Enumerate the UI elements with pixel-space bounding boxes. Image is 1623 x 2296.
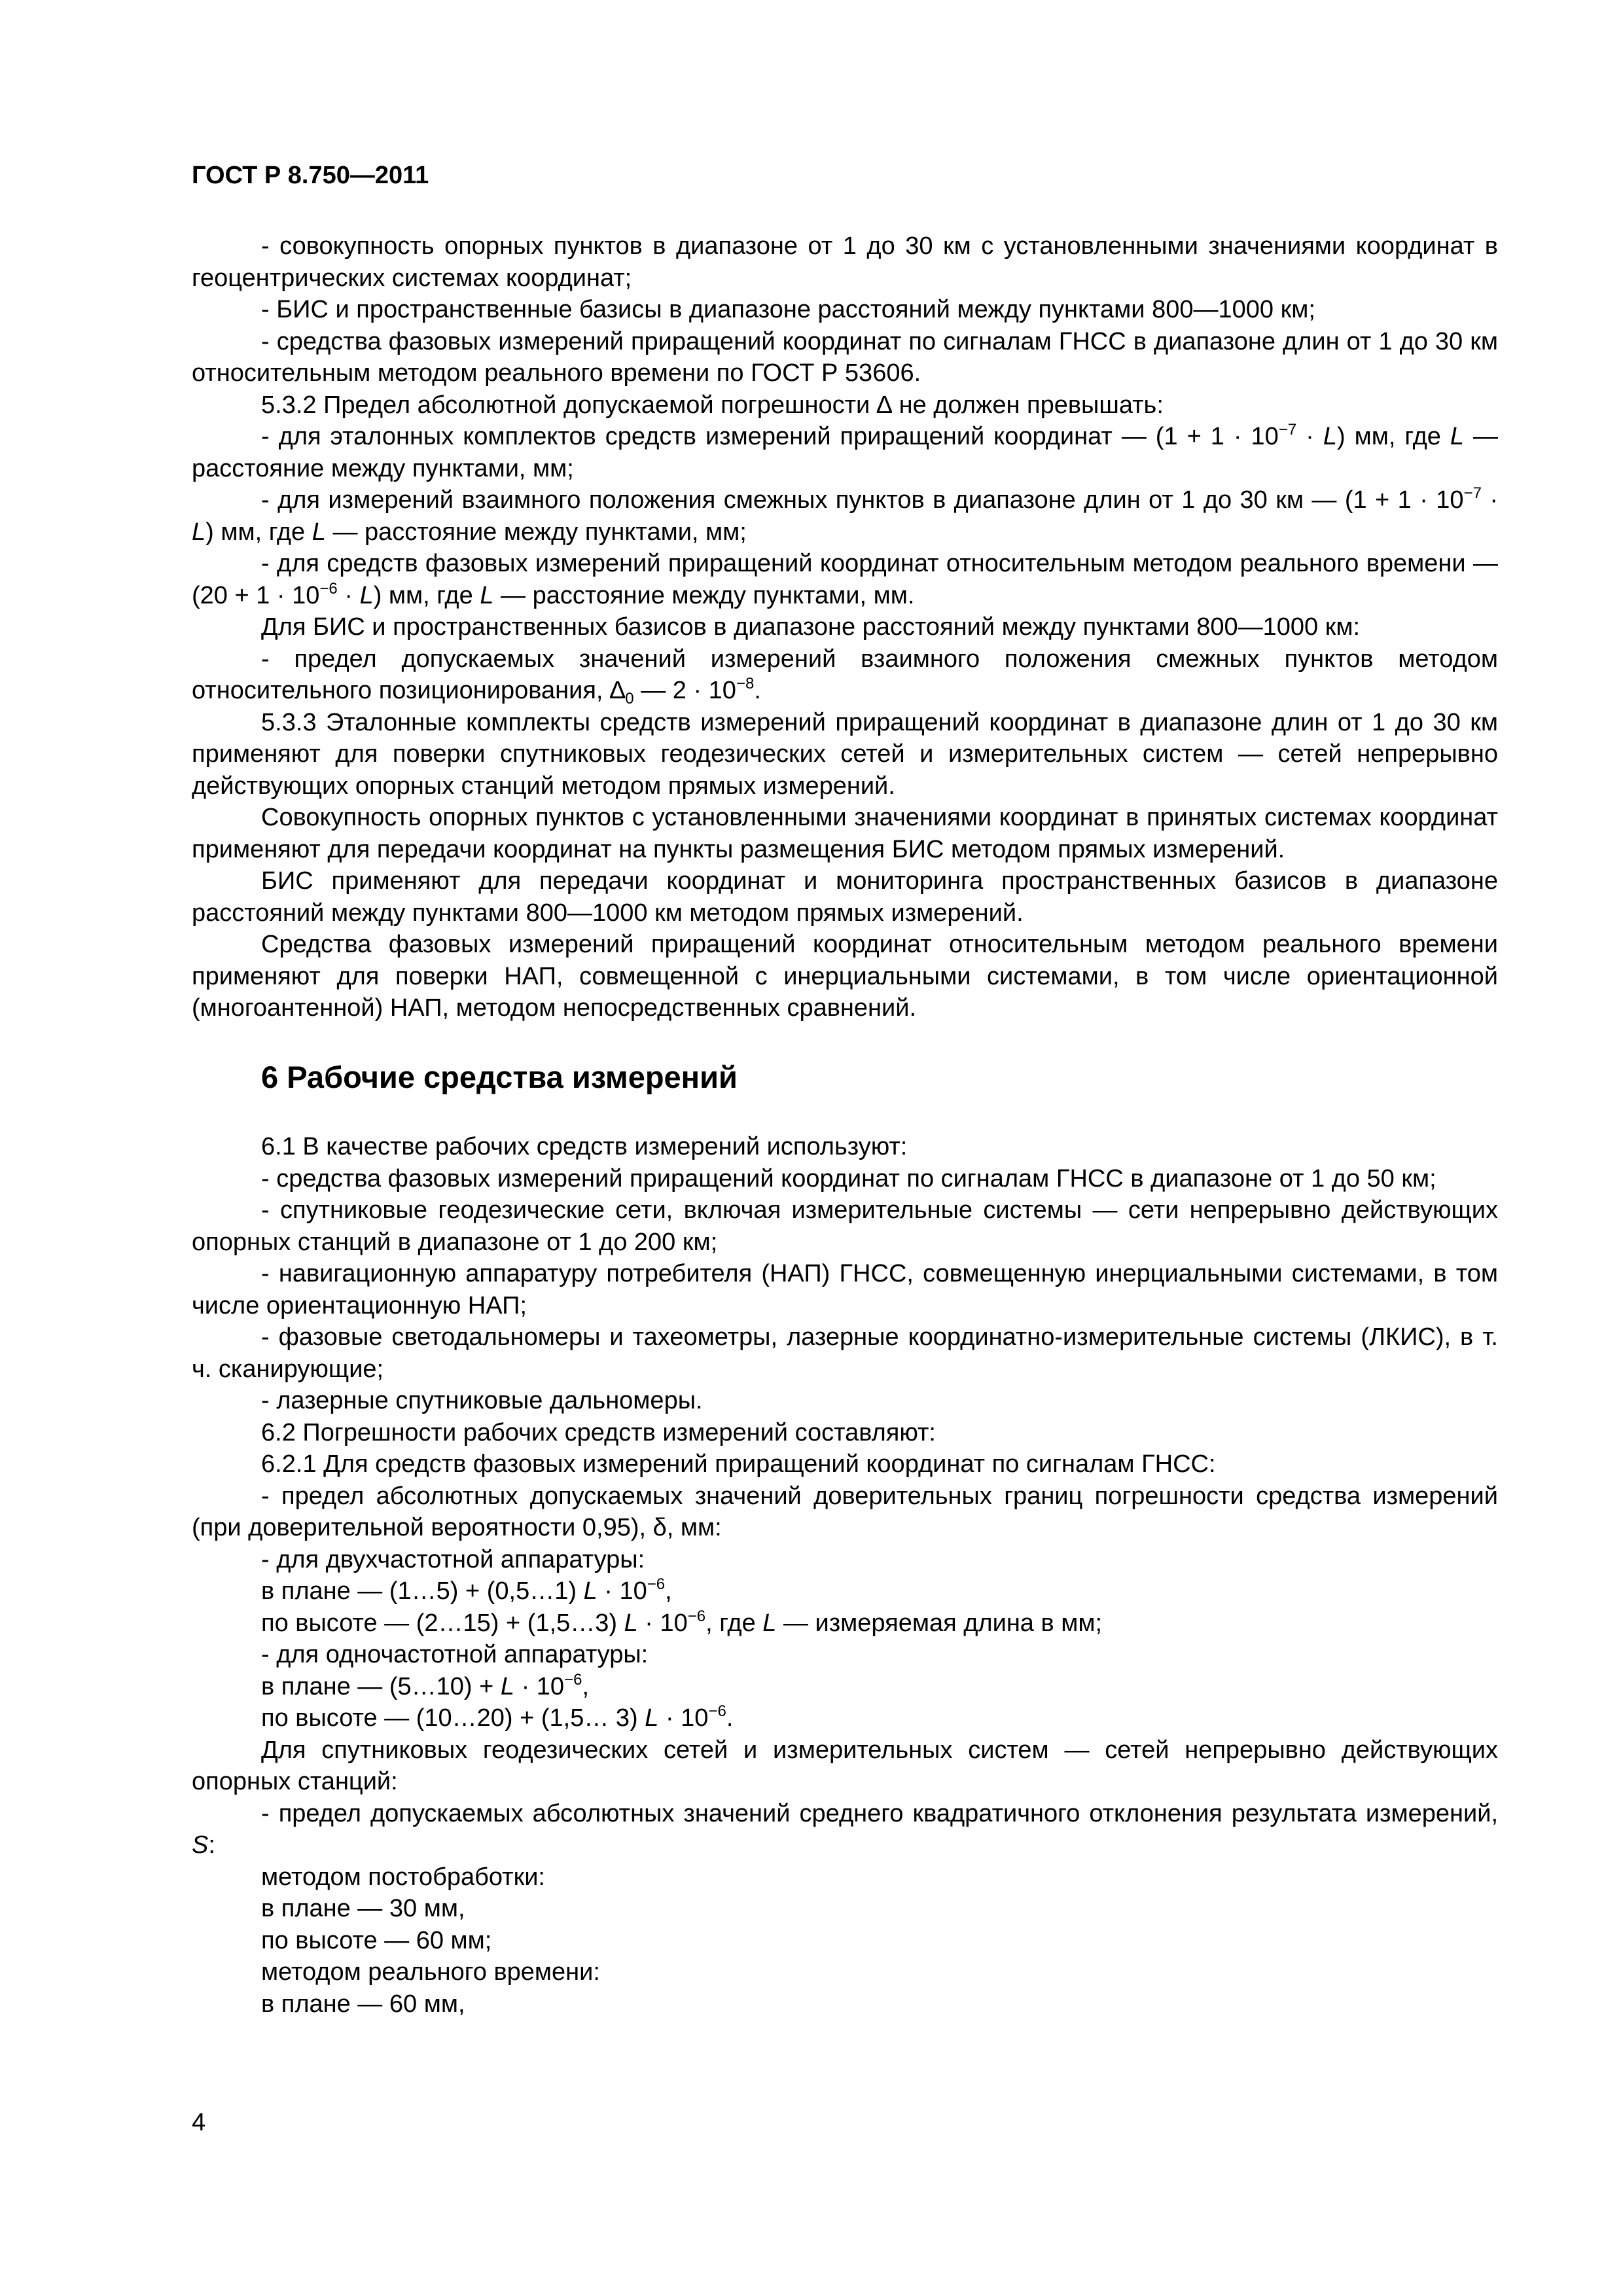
paragraph-p12: БИС применяют для передачи координат и мониторинга пространственных базисов в диапазоне расстояний между пунктами 800—1000 км методом прямых измерений. [192, 867, 1498, 927]
paragraph-q10: - для двухчастотной аппаратуры: [261, 1545, 645, 1573]
paragraph-p3: - средства фазовых измерений приращений координат по сигналам ГНСС в диапазоне длин от 1 до 30 км относительным методом реального времени по ГОСТ Р 53606. [192, 327, 1498, 387]
paragraph-q20: по высоте — 60 мм; [261, 1926, 492, 1954]
text-block-upper [192, 230, 1498, 1024]
paragraph-p5: - для эталонных комплектов средств измерений приращений координат — $(1 + 1 \cdot 10^{-7} \cdot L)$ мм, где L — расстояние между пунктами, мм; [192, 421, 1498, 482]
paragraph-p4: 5.3.2 Предел абсолютной допускаемой погрешности ∆ не должен превышать: [261, 391, 1164, 419]
paragraph-q14: в плане — (5…10) + $L \cdot 10^{-6}$, [261, 1670, 590, 1700]
paragraph-p10: 5.3.3 Эталонные комплекты средств измерений приращений координат в диапазоне длин от 1 до 30 км применяют для поверки спутниковых геодезических сетей и измерительных систем — сетей непрерывно действующих опорных станций методом прямых измерений. [192, 708, 1498, 800]
paragraph-q13: - для одночастотной аппаратуры: [261, 1641, 649, 1668]
paragraph-p13: Средства фазовых измерений приращений координат относительным методом реального времени применяют для поверки НАП, совмещенной с инерциальными системами, в том числе ориентационной (многоантенной) НАП, методом непосредственных сравнений. [192, 931, 1498, 1022]
paragraph-q2: - средства фазовых измерений приращений координат по сигналам ГНСС в диапазоне от 1 до 50 км; [261, 1164, 1436, 1193]
paragraph-q22: в плане — 60 мм, [261, 1990, 465, 2018]
paragraph-q12: по высоте — (2…15) + (1,5…3) $L \cdot 10^{-6}$, где L — измеряемая длина в мм; [261, 1607, 1103, 1637]
section-title: 6 Рабочие средства измерений [261, 1060, 738, 1094]
paragraph-q15: по высоте — (10…20) + (1,5… 3) $L \cdot 10^{-6}$. [261, 1702, 734, 1732]
document-header: ГОСТ Р 8.750—2011 [192, 162, 429, 189]
paragraph-q21: методом реального времени: [261, 1958, 600, 1986]
paragraph-q4: - навигационную аппаратуру потребителя (НАП) ГНСС, совмещенную инерциальными системами, в том числе ориентационную НАП; [192, 1260, 1498, 1319]
paragraph-q8: 6.2.1 Для средств фазовых измерений приращений координат по сигналам ГНСС: [261, 1450, 1216, 1478]
paragraph-q18: методом постобработки: [261, 1863, 545, 1891]
paragraph-q6: - лазерные спутниковые дальномеры. [261, 1387, 703, 1414]
text-block-lower [192, 1131, 1498, 2020]
paragraph-q11: в плане — (1…5) + (0,5…1) $L \cdot 10^{-6}$, [261, 1575, 672, 1605]
paragraph-p1: - совокупность опорных пунктов в диапазоне от 1 до 30 км с установленными значениями координат в геоцентрических системах координат; [192, 232, 1498, 292]
paragraph-q5: - фазовые светодальномеры и тахеометры, лазерные координатно-измерительные системы (ЛКИС), в т. ч. сканирующие; [192, 1323, 1498, 1383]
paragraph-p11: Совокупность опорных пунктов с установленными значениями координат в принятых системах координат применяют для передачи координат на пункты размещения БИС методом прямых измерений. [192, 804, 1498, 863]
page-number: 4 [192, 2109, 206, 2136]
paragraph-p8: Для БИС и пространственных базисов в диапазоне расстояний между пунктами 800—1000 км: [261, 613, 1361, 641]
paragraph-p6: - для измерений взаимного положения смежных пунктов в диапазоне длин от 1 до 30 км — $(1 + 1 \cdot 10^{-7} \cdot L)$ мм, где L — расстояние между пунктами, мм; [192, 484, 1498, 546]
paragraph-q9: - предел абсолютных допускаемых значений доверительных границ погрешности средства измерений (при доверительной вероятности 0,95), δ, мм: [192, 1482, 1498, 1541]
paragraph-p2: - БИС и пространственные базисы в диапазоне расстояний между пунктами 800—1000 км; [261, 296, 1315, 323]
paragraph-p7: - для средств фазовых измерений приращений координат относительным методом реального времени — $(20 + 1 \cdot 10^{-6} \cdot L)$ мм, где L — расстояние между пунктами, мм. [192, 550, 1498, 609]
paragraph-q16: Для спутниковых геодезических сетей и измерительных систем — сетей непрерывно действующих опорных станций: [192, 1736, 1498, 1795]
paragraph-q7: 6.2 Погрешности рабочих средств измерений составляют: [261, 1418, 936, 1446]
paragraph-q3: - спутниковые геодезические сети, включая измерительные системы — сети непрерывно действующих опорных станций в диапазоне от 1 до 200 км; [192, 1196, 1498, 1256]
paragraph-q19: в плане — 30 мм, [261, 1895, 465, 1922]
paragraph-q1: 6.1 В качестве рабочих средств измерений используют: [261, 1133, 908, 1160]
paragraph-p9: - предел допускаемых значений измерений взаимного положения смежных пунктов методом относительного позиционирования, $\Delta_0$ — $2 \cdot 10^{-8}$. [192, 645, 1498, 708]
paragraph-q17: - предел допускаемых абсолютных значений среднего квадратичного отклонения результата измерений, S: [192, 1799, 1498, 1859]
